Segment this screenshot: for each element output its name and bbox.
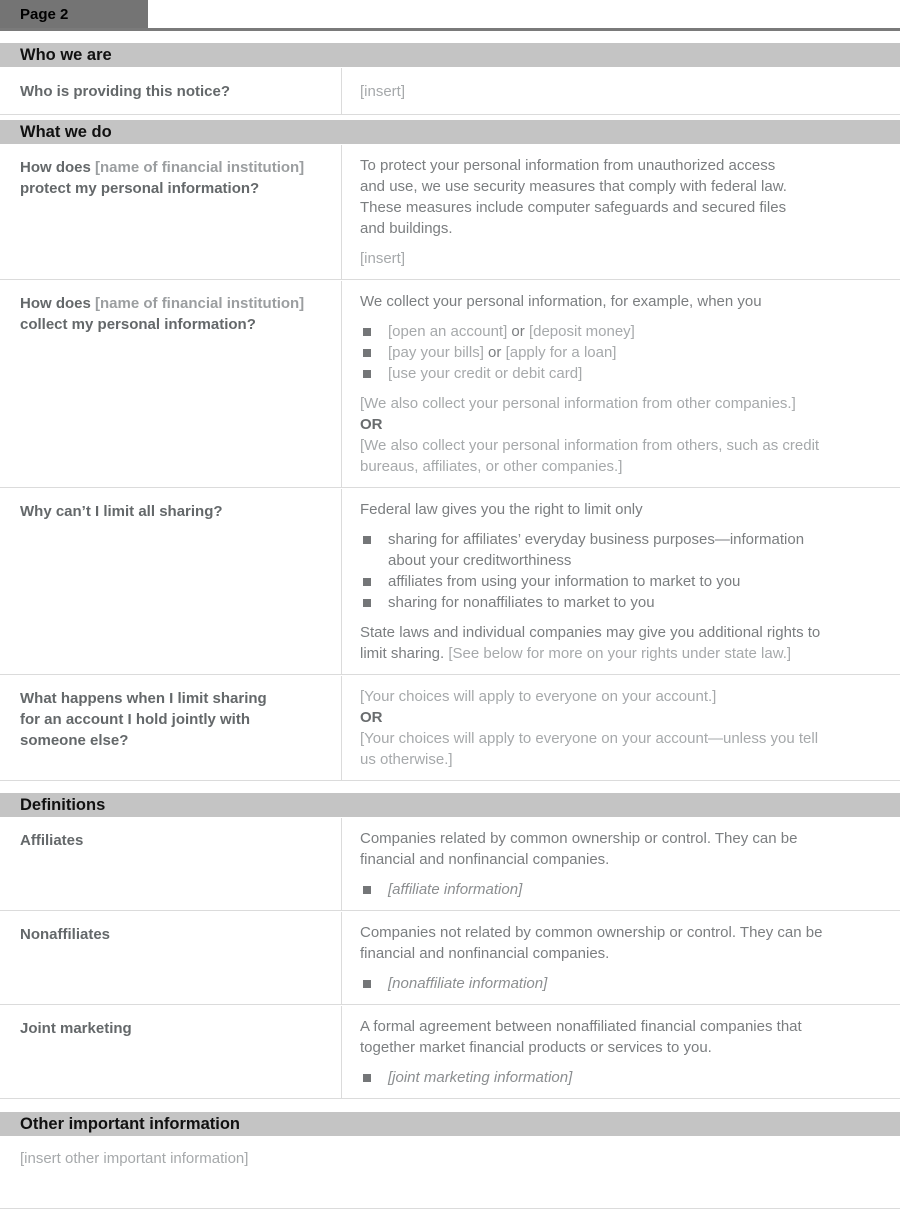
row-def-nonaffiliates [0,912,900,1005]
row-protect-info [0,145,900,280]
question-text: Why can’t I limit all sharing? [20,503,223,520]
bullet-square-icon [363,370,371,378]
section-header-what-we-do [0,120,900,144]
question-cell [0,145,342,279]
definition-term: Affiliates [20,832,84,849]
placeholder-text: [insert other important information] [20,1150,249,1167]
list-item [360,571,876,592]
page-tab-label: Page 2 [20,5,69,23]
placeholder-text: [deposit money] [528,323,635,340]
question-text: Who is providing this notice? [20,83,230,100]
answer-cell [342,489,900,674]
answer-line: together market financial products or services to you. [360,1039,712,1056]
question-line [20,178,333,199]
list-item [360,363,876,384]
other-info-box [0,1137,900,1209]
row-joint-account [0,676,900,781]
list-item [360,973,876,994]
bullet-text: sharing for nonaffiliates to market to you [388,594,655,611]
connector-text: or [483,344,506,361]
bullet-square-icon [363,1074,371,1082]
answer-cell [342,1006,900,1098]
answer-cell [342,145,900,279]
answer-paragraph [360,622,876,664]
question-cell [0,68,342,114]
question-text: How does [20,159,96,176]
answer-paragraph [360,155,876,239]
answer-text: limit sharing. [360,645,449,662]
definition-term: Joint marketing [20,1020,132,1037]
question-placeholder: [name of financial institution] [95,295,305,312]
question-cell [0,1006,342,1098]
answer-paragraph [360,828,876,870]
connector-text: or [507,323,529,340]
section-title: Who we are [20,45,112,64]
bullet-text [388,529,804,571]
placeholder-text: [We also collect your personal information from others, such as credit [360,437,820,454]
answer-line: and use, we use security measures that comply with federal law. [360,178,787,195]
question-cell [0,912,342,1004]
bullet-square-icon [363,980,371,988]
answer-line: financial and nonfinancial companies. [360,945,610,962]
answer-alternatives [360,393,876,477]
section-header-who-we-are [0,43,900,67]
answer-paragraph [360,922,876,964]
answer-line [360,643,876,664]
bullet-text: affiliates from using your information to market to you [388,573,741,590]
answer-line: A formal agreement between nonaffiliated financial companies that [360,1018,802,1035]
placeholder-text: [See below for more on your rights under state law.] [448,645,792,662]
answer-line: and buildings. [360,220,453,237]
question-cell [0,281,342,487]
placeholder-text: bureaus, affiliates, or other companies.] [360,458,623,475]
page-tab [0,0,148,28]
question-placeholder: [name of financial institution] [95,159,305,176]
section-header-other-important-information [0,1112,900,1136]
answer-cell [342,281,900,487]
or-label: OR [360,416,383,433]
bullet-list [360,529,876,613]
list-item [360,342,876,363]
bullet-text [388,342,616,363]
answer-line: sharing for affiliates’ everyday business purposes—information [388,531,805,548]
bullet-square-icon [363,578,371,586]
bullet-square-icon [363,599,371,607]
list-item [360,879,876,900]
placeholder-text: [Your choices will apply to everyone on your account—unless you tell [360,730,819,747]
answer-line: Federal law gives you the right to limit only [360,501,643,518]
bullet-text [388,321,635,342]
question-text: collect my personal information? [20,316,256,333]
answer-line: State laws and individual companies may give you additional rights to [360,624,821,641]
bullet-square-icon [363,328,371,336]
answer-cell [342,676,900,780]
answer-cell [342,68,900,114]
row-who-is-providing [0,68,900,115]
row-def-joint-marketing [0,1006,900,1099]
placeholder-text: [open an account] [388,323,508,340]
row-def-affiliates [0,818,900,911]
question-line [20,293,333,314]
question-line [20,314,333,335]
answer-line: We collect your personal information, for example, when you [360,293,762,310]
question-cell [0,676,342,780]
answer-line: Companies related by common ownership or control. They can be [360,830,798,847]
question-line: someone else? [20,732,129,749]
answer-line: about your creditworthiness [388,552,572,569]
section-title: Definitions [20,795,106,814]
row-limit-sharing [0,489,900,675]
bullet-square-icon [363,536,371,544]
list-item [360,592,876,613]
definition-term: Nonaffiliates [20,926,111,943]
placeholder-text: [Your choices will apply to everyone on your account.] [360,688,717,705]
placeholder-text: [pay your bills] [388,344,484,361]
placeholder-text: [insert] [360,250,406,267]
list-item [360,529,876,571]
list-item [360,321,876,342]
question-cell [0,818,342,910]
question-text: protect my personal information? [20,180,260,197]
answer-cell [342,912,900,1004]
placeholder-text: [apply for a loan] [505,344,617,361]
section-title: Other important information [20,1114,240,1133]
answer-line: financial and nonfinancial companies. [360,851,610,868]
section-title: What we do [20,122,112,141]
definition-note: [nonaffiliate information] [388,975,548,992]
question-line [20,157,333,178]
section-header-definitions [0,793,900,817]
placeholder-text: [insert] [360,83,406,100]
question-text: How does [20,295,96,312]
bullet-square-icon [363,886,371,894]
question-line: What happens when I limit sharing [20,690,267,707]
bullet-text: [use your credit or debit card] [388,365,583,382]
bullet-list [360,321,876,384]
answer-line: To protect your personal information from unauthorized access [360,157,776,174]
row-collect-info [0,281,900,488]
answer-line: Companies not related by common ownership or control. They can be [360,924,823,941]
placeholder-text: us otherwise.] [360,751,453,768]
list-item [360,1067,876,1088]
question-cell [0,489,342,674]
question-line: for an account I hold jointly with [20,711,250,728]
answer-line: These measures include computer safeguards and secured files [360,199,787,216]
bullet-square-icon [363,349,371,357]
definition-note: [joint marketing information] [388,1069,573,1086]
top-rule [0,28,900,31]
answer-paragraph [360,1016,876,1058]
definition-note: [affiliate information] [388,881,523,898]
placeholder-text: [We also collect your personal information from other companies.] [360,395,796,412]
answer-cell [342,818,900,910]
or-label: OR [360,709,383,726]
